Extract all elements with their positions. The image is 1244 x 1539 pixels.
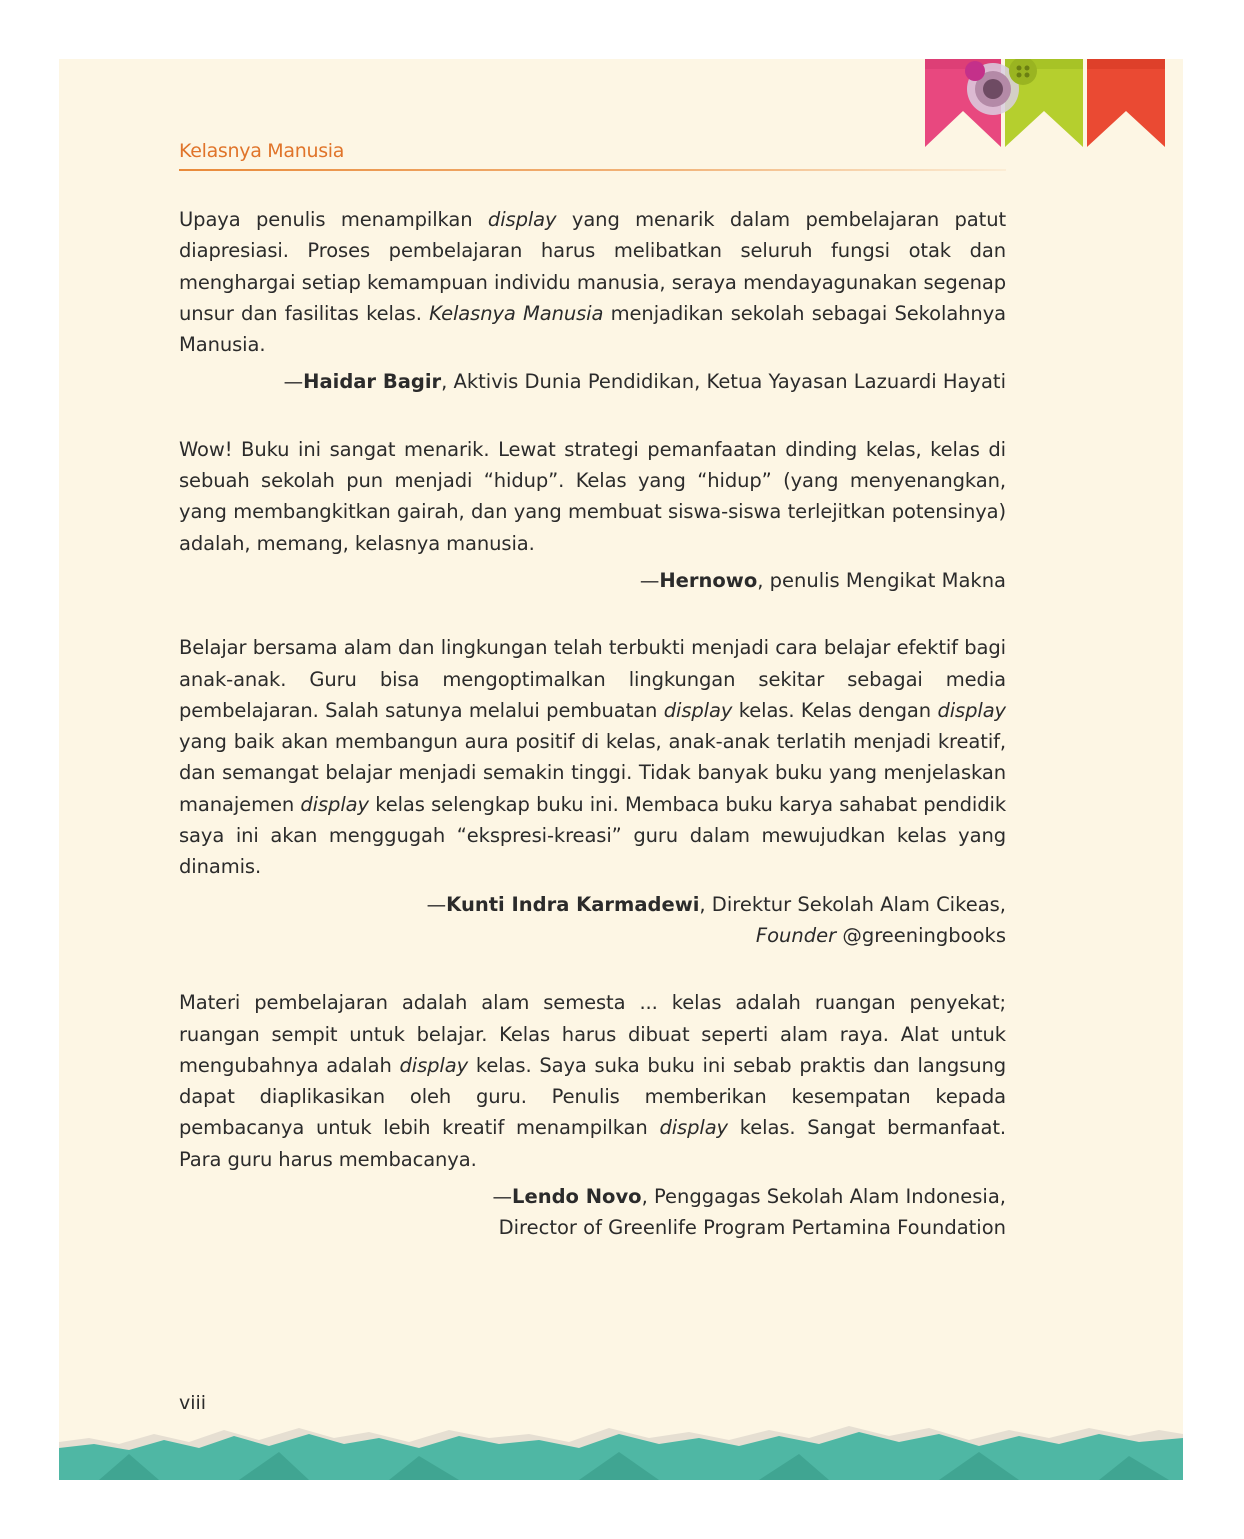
author-name: Hernowo — [659, 568, 758, 592]
author-name: Kunti Indra Karmadewi — [446, 892, 700, 916]
attribution-4: —Lendo Novo, Penggagas Sekolah Alam Indonesia, Director of Greenlife Program Pertamina Foundation — [492, 1185, 1006, 1240]
endorsement-quote-4: Materi pembelajaran adalah alam semesta ... kelas adalah ruangan penyekat; ruangan sempit untuk belajar. Kelas harus dibuat seperti alam raya. Alat untuk mengubahnya adalah display kelas. Saya suka buku ini sebab praktis dan langsung dapat diaplikasikan oleh guru. Penulis memberikan kesempatan kepada pembacanya untuk lebih kreatif menampilkan display kelas. Sangat bermanfaat. Para guru harus membacanya. — [179, 991, 1006, 1171]
book-page — [59, 59, 1183, 1480]
torn-paper-strip — [59, 1408, 1183, 1480]
attribution-2: —Hernowo, penulis Mengikat Makna — [639, 568, 1006, 592]
bunting-decoration — [923, 59, 1168, 149]
flag-red — [1087, 59, 1165, 147]
header-rule — [179, 169, 1006, 171]
running-header: Kelasnya Manusia — [179, 140, 345, 162]
author-name: Haidar Bagir — [303, 370, 442, 394]
endorsement-quote-2: Wow! Buku ini sangat menarik. Lewat strategi pemanfaatan dinding kelas, kelas di sebuah sekolah pun menjadi “hidup”. Kelas yang “hidup” (yang menyenangkan, yang membangkitkan gairah, dan yang membuat siswa-siswa terlejitkan potensinya) adalah, memang, kelasnya manusia. — [179, 437, 1006, 555]
attribution-3: —Kunti Indra Karmadewi, Direktur Sekolah Alam Cikeas, Founder @greeningbooks — [426, 892, 1006, 947]
endorsements — [179, 204, 1006, 1244]
attribution-1: —Haidar Bagir, Aktivis Dunia Pendidikan, Ketua Yayasan Lazuardi Hayati — [283, 370, 1006, 394]
endorsement-quote-3: Belajar bersama alam dan lingkungan telah terbukti menjadi cara belajar efektif bagi anak-anak. Guru bisa mengoptimalkan lingkungan sekitar sebagai media pembelajaran. Salah satunya melalui pembuatan display kelas. Kelas dengan display yang baik akan membangun aura positif di kelas, anak-anak terlatih menjadi kreatif, dan semangat belajar menjadi semakin tinggi. Tidak banyak buku yang menjelaskan manajemen display kelas selengkap buku ini. Membaca buku karya sahabat pendidik saya ini akan menggugah “ekspresi-kreasi” guru dalam mewujudkan kelas yang dinamis. — [179, 636, 1007, 879]
author-name: Lendo Novo — [512, 1185, 642, 1209]
page-number: viii — [179, 1392, 207, 1414]
endorsement-quote-1: Upaya penulis menampilkan display yang menarik dalam pembelajaran patut diapresiasi. Proses pembelajaran harus melibatkan seluruh fungsi otak dan menghargai setiap kemampuan individu manusia, seraya mendayagunakan segenap unsur dan fasilitas kelas. Kelasnya Manusia menjadikan sekolah sebagai Sekolahnya Manusia. — [179, 208, 1007, 357]
